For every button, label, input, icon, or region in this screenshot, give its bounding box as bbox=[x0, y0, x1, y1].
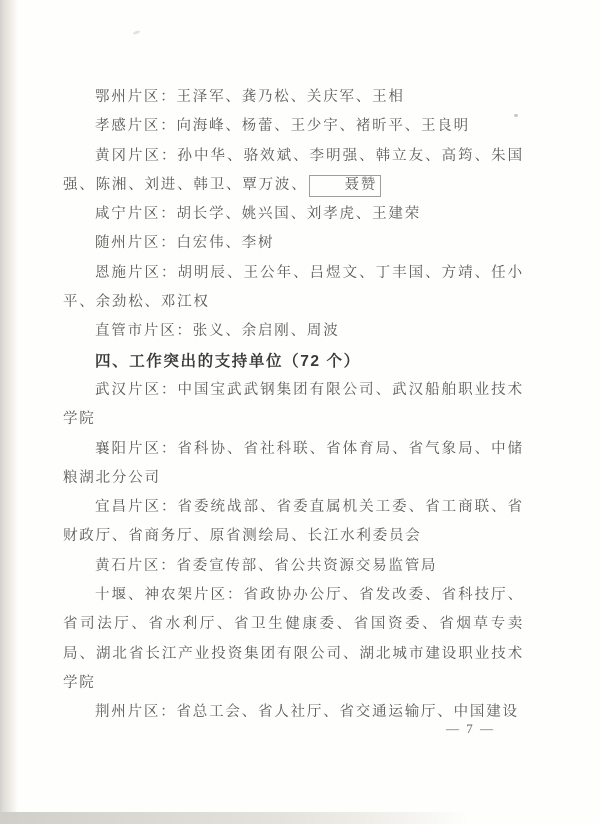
body-paragraph: 孝感片区：向海峰、杨蕾、王少宇、褚昕平、王良明 bbox=[95, 118, 470, 135]
body-paragraph: 宜昌片区：省委统战部、省委直属机关工委、省工商联、省财政厅、省商务厅、原省测绘局、长江水利委员会 bbox=[63, 499, 524, 545]
body-paragraph: 荆州片区：省总工会、省人社厅、省交通运输厅、中国建设 bbox=[95, 704, 519, 721]
body-paragraph: 直管市片区：张义、余启刚、周波 bbox=[95, 323, 340, 340]
body-paragraph: 黄冈片区：孙中华、骆效斌、李明强、韩立友、高筠、朱国强、陈湘、刘进、韩卫、覃万波、 聂赞 bbox=[63, 142, 524, 201]
body-paragraph: 恩施片区：胡明辰、王公年、吕煜文、丁丰国、方靖、任小平、余劲松、邓江权 bbox=[63, 264, 524, 311]
body-paragraph: 鄂州片区：王泽军、龚乃松、关庆军、王相 bbox=[95, 89, 405, 105]
document-body bbox=[63, 83, 524, 728]
scan-speckle bbox=[133, 30, 141, 35]
scan-left-edge-shadow bbox=[0, 0, 18, 824]
scan-bottom-edge-shadow bbox=[0, 812, 600, 824]
body-paragraph: 武汉片区：中国宝武武钢集团有限公司、武汉船舶职业技术学院 bbox=[63, 381, 524, 428]
section-heading: 四、工作突出的支持单位（72 个） bbox=[95, 352, 361, 370]
page-number: — 7 — bbox=[446, 721, 495, 736]
body-paragraph: 随州片区：白宏伟、李树 bbox=[95, 235, 275, 252]
body-paragraph: 咸宁片区：胡长学、姚兴国、刘孝虎、王建荣 bbox=[95, 206, 421, 223]
body-paragraph: 襄阳片区：省科协、省社科联、省体育局、省气象局、中储粮湖北分公司 bbox=[63, 440, 524, 486]
body-paragraph: 黄石片区：省委宣传部、省公共资源交易监管局 bbox=[95, 557, 438, 574]
body-paragraph: 十堰、神农架片区：省政协办公厅、省发改委、省科技厅、省司法厅、省水利厅、省卫生健康委、省国资委、省烟草专卖局、湖北省长江产业投资集团有限公司、湖北城市建设职业技术学院 bbox=[63, 587, 524, 691]
boxed-name: 聂赞 bbox=[309, 175, 382, 197]
